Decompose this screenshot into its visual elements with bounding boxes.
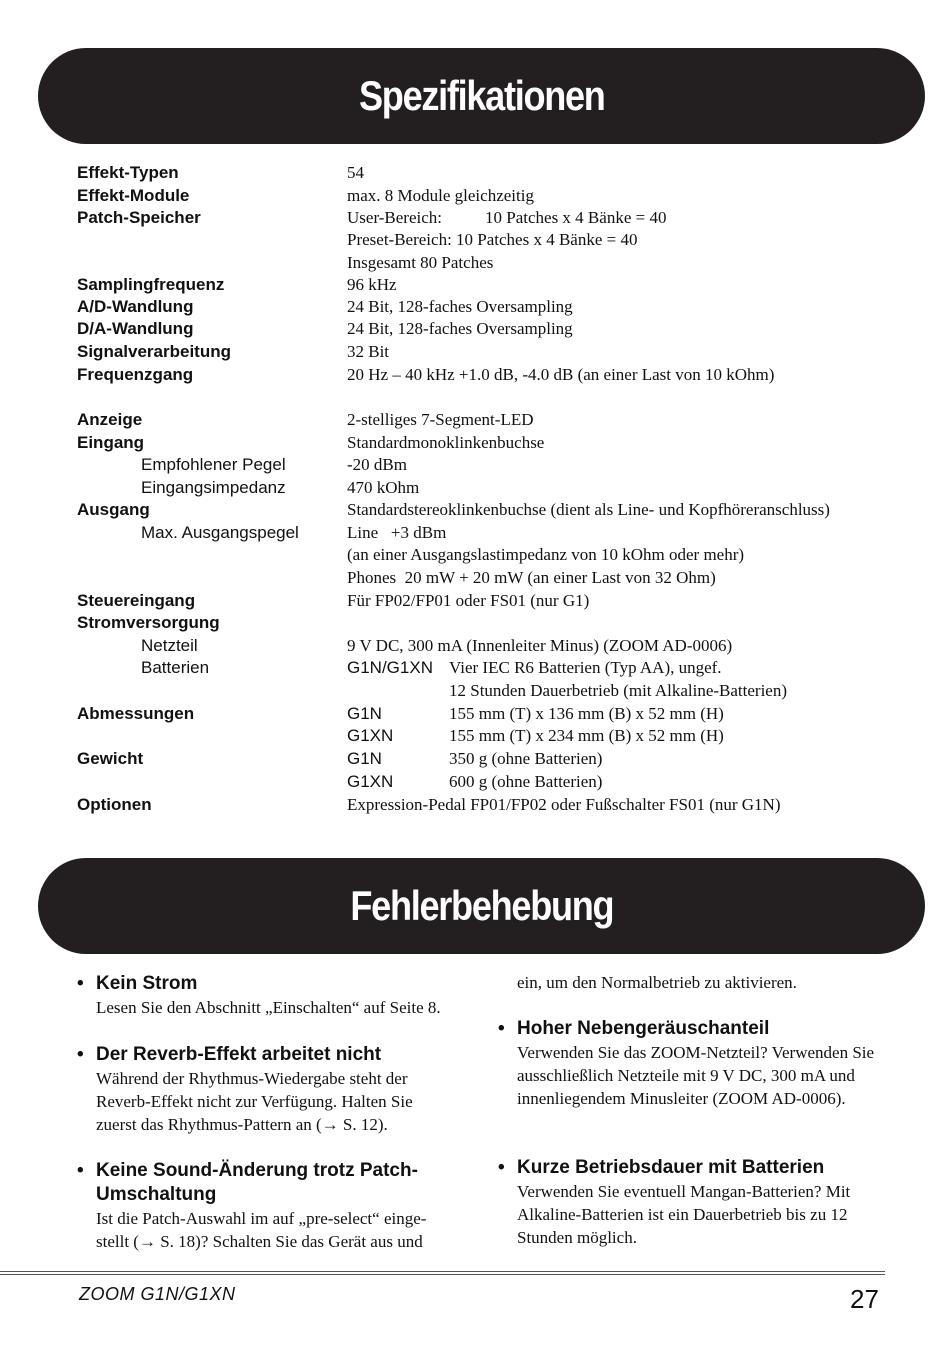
trouble-heading: Hoher Nebengeräuschanteil <box>517 1018 770 1039</box>
trouble-item-sound <box>77 1159 457 1253</box>
trouble-text-continued: ein, um den Normalbetrieb zu aktivieren. <box>517 973 797 992</box>
spec-row-pegel <box>0 454 950 476</box>
bullet-icon: • <box>77 1044 84 1065</box>
spec-model: G1N/G1XN <box>347 658 433 677</box>
trouble-heading: Der Reverb-Effekt arbeitet nicht <box>96 1044 382 1065</box>
spec-label: D/A-Wandlung <box>77 319 194 338</box>
spec-row-ausgangspegel <box>0 522 950 544</box>
spec-row-steuer <box>0 590 950 612</box>
spec-label: Anzeige <box>77 410 143 429</box>
bullet-icon: • <box>498 1018 505 1039</box>
trouble-item-batterie <box>498 1156 888 1249</box>
spec-label: Frequenzgang <box>77 365 194 384</box>
trouble-text: Verwenden Sie eventuell Mangan-Batterien? Mit Alkaline-Batterien ist ein Dauerbetrieb bis zu 12 Stunden möglich. <box>517 1182 851 1247</box>
spec-value: Line +3 dBm <box>347 523 447 542</box>
spec-label: Effekt-Typen <box>77 163 179 182</box>
spec-label: Samplingfrequenz <box>77 275 225 294</box>
trouble-item-rausch <box>498 1017 888 1110</box>
spec-value: 2-stelliges 7-Segment-LED <box>347 410 534 429</box>
spec-label: Ausgang <box>77 500 150 519</box>
spec-row-preset <box>0 229 950 251</box>
page-number: 27 <box>850 1284 879 1314</box>
spec-row-ad <box>0 296 950 318</box>
spec-label: Optionen <box>77 795 152 814</box>
spec-value: User-Bereich: <box>347 208 443 227</box>
spec-label: Batterien <box>141 658 210 677</box>
spec-row-ausgang <box>0 499 950 521</box>
spec-row-abmessungen-2 <box>0 725 950 747</box>
spec-value: 155 mm (T) x 234 mm (B) x 52 mm (H) <box>449 726 724 745</box>
trouble-item-kein-strom <box>77 972 477 1019</box>
trouble-text: Lesen Sie den Abschnitt „Einschalten“ auf Seite 8. <box>96 998 441 1017</box>
spec-label: Netzteil <box>141 636 198 655</box>
bullet-icon: • <box>77 973 84 994</box>
trouble-text: Während der Rhythmus-Wiedergabe steht der Reverb-Effekt nicht zur Verfügung. Halten Sie zuerst das Rhythmus-Pattern an (→ S. 12). <box>96 1069 413 1134</box>
spec-model: G1N <box>347 704 382 723</box>
spec-row-signal <box>0 341 950 363</box>
spec-row-phones <box>0 567 950 589</box>
spec-label: Max. Ausgangspegel <box>141 523 299 542</box>
spec-row-eingang <box>0 432 950 454</box>
spec-row-gewicht-2 <box>0 771 950 793</box>
spec-label: Effekt-Module <box>77 186 190 205</box>
spec-value: 470 kOhm <box>347 478 420 497</box>
spec-row-strom <box>0 612 950 634</box>
spec-value: 24 Bit, 128-faches Oversampling <box>347 297 573 316</box>
spec-row-patch-speicher <box>0 207 950 229</box>
spec-label: Empfohlener Pegel <box>141 455 286 474</box>
spec-row-batterien <box>0 657 950 679</box>
spec-label: Abmessungen <box>77 704 195 723</box>
spec-row-batterien-2 <box>0 680 950 702</box>
bullet-icon: • <box>498 1157 505 1178</box>
spec-value: Insgesamt 80 Patches <box>347 253 494 272</box>
spec-label: Patch-Speicher <box>77 208 201 227</box>
spec-value: -20 dBm <box>347 455 407 474</box>
footer-product-name: ZOOM G1N/G1XN <box>79 1284 236 1304</box>
spec-row-anzeige <box>0 409 950 431</box>
spec-value: Standardstereoklinkenbuchse (dient als Line- und Kopfhöreranschluss) <box>347 500 830 519</box>
spec-row-optionen <box>0 794 950 816</box>
trouble-item-reverb <box>77 1043 457 1136</box>
spec-row-netzteil <box>0 635 950 657</box>
spec-row-ausgangspegel-note <box>0 544 950 566</box>
footer-divider <box>0 1274 885 1275</box>
spec-value: max. 8 Module gleichzeitig <box>347 186 534 205</box>
spec-label: Steuereingang <box>77 591 196 610</box>
trouble-heading: Kurze Betriebsdauer mit Batterien <box>517 1157 825 1178</box>
spec-value: 10 Patches x 4 Bänke = 40 <box>485 208 667 227</box>
spec-value: Phones 20 mW + 20 mW (an einer Last von 32 Ohm) <box>347 568 716 587</box>
spec-title: Spezifikationen <box>358 72 605 119</box>
trouble-text: Verwenden Sie das ZOOM-Netzteil? Verwenden Sie ausschließlich Netzteile mit 9 V DC, 300 mA und innenliegendem Minusleiter (ZOOM AD-0006). <box>517 1043 875 1108</box>
spec-value: 54 <box>347 163 364 182</box>
spec-row-gewicht <box>0 748 950 770</box>
spec-value: Preset-Bereich: 10 Patches x 4 Bänke = 40 <box>347 230 638 249</box>
spec-value: (an einer Ausgangslastimpedanz von 10 kOhm oder mehr) <box>347 545 745 564</box>
spec-value: 24 Bit, 128-faches Oversampling <box>347 319 573 338</box>
footer-divider <box>0 1271 885 1272</box>
trouble-title: Fehlerbehebung <box>350 882 613 929</box>
spec-value: 350 g (ohne Batterien) <box>449 749 603 768</box>
spec-row-effekt-module <box>0 185 950 207</box>
spec-value: Expression-Pedal FP01/FP02 oder Fußschalter FS01 (nur G1N) <box>347 795 781 814</box>
spec-label: A/D-Wandlung <box>77 297 194 316</box>
spec-value: Vier IEC R6 Batterien (Typ AA), ungef. <box>449 658 722 677</box>
spec-value: 12 Stunden Dauerbetrieb (mit Alkaline-Batterien) <box>449 681 788 700</box>
spec-value: 155 mm (T) x 136 mm (B) x 52 mm (H) <box>449 704 724 723</box>
spec-value: 96 kHz <box>347 275 397 294</box>
spec-model: G1N <box>347 749 382 768</box>
trouble-heading: Kein Strom <box>96 973 198 994</box>
spec-value: 20 Hz – 40 kHz +1.0 dB, -4.0 dB (an einer Last von 10 kOhm) <box>347 365 775 384</box>
spec-value: 600 g (ohne Batterien) <box>449 772 603 791</box>
spec-row-impedanz <box>0 477 950 499</box>
spec-section-header <box>38 48 925 144</box>
trouble-section-header <box>38 858 925 954</box>
bullet-icon: • <box>77 1160 84 1181</box>
spec-label: Eingang <box>77 433 145 452</box>
trouble-heading: Keine Sound-Änderung trotz Patch-Umschaltung <box>96 1160 418 1205</box>
spec-row-da <box>0 318 950 340</box>
spec-row-abmessungen <box>0 703 950 725</box>
spec-model: G1XN <box>347 726 394 745</box>
spec-row-total <box>0 252 950 274</box>
spec-value: Standardmonoklinkenbuchse <box>347 433 545 452</box>
spec-row-effekt-typen <box>0 162 950 184</box>
spec-value: 9 V DC, 300 mA (Innenleiter Minus) (ZOOM AD-0006) <box>347 636 733 655</box>
trouble-text: Ist die Patch-Auswahl im auf „pre-select“ einge-stellt (→ S. 18)? Schalten Sie das Gerät aus und <box>96 1209 427 1251</box>
spec-row-sampling <box>0 274 950 296</box>
spec-value: 32 Bit <box>347 342 390 361</box>
spec-model: G1XN <box>347 772 394 791</box>
spec-row-freq <box>0 364 950 386</box>
spec-label: Signalverarbeitung <box>77 342 231 361</box>
spec-label: Eingangsimpedanz <box>141 478 286 497</box>
spec-label: Stromversorgung <box>77 613 220 632</box>
spec-value: Für FP02/FP01 oder FS01 (nur G1) <box>347 591 590 610</box>
spec-label: Gewicht <box>77 749 144 768</box>
